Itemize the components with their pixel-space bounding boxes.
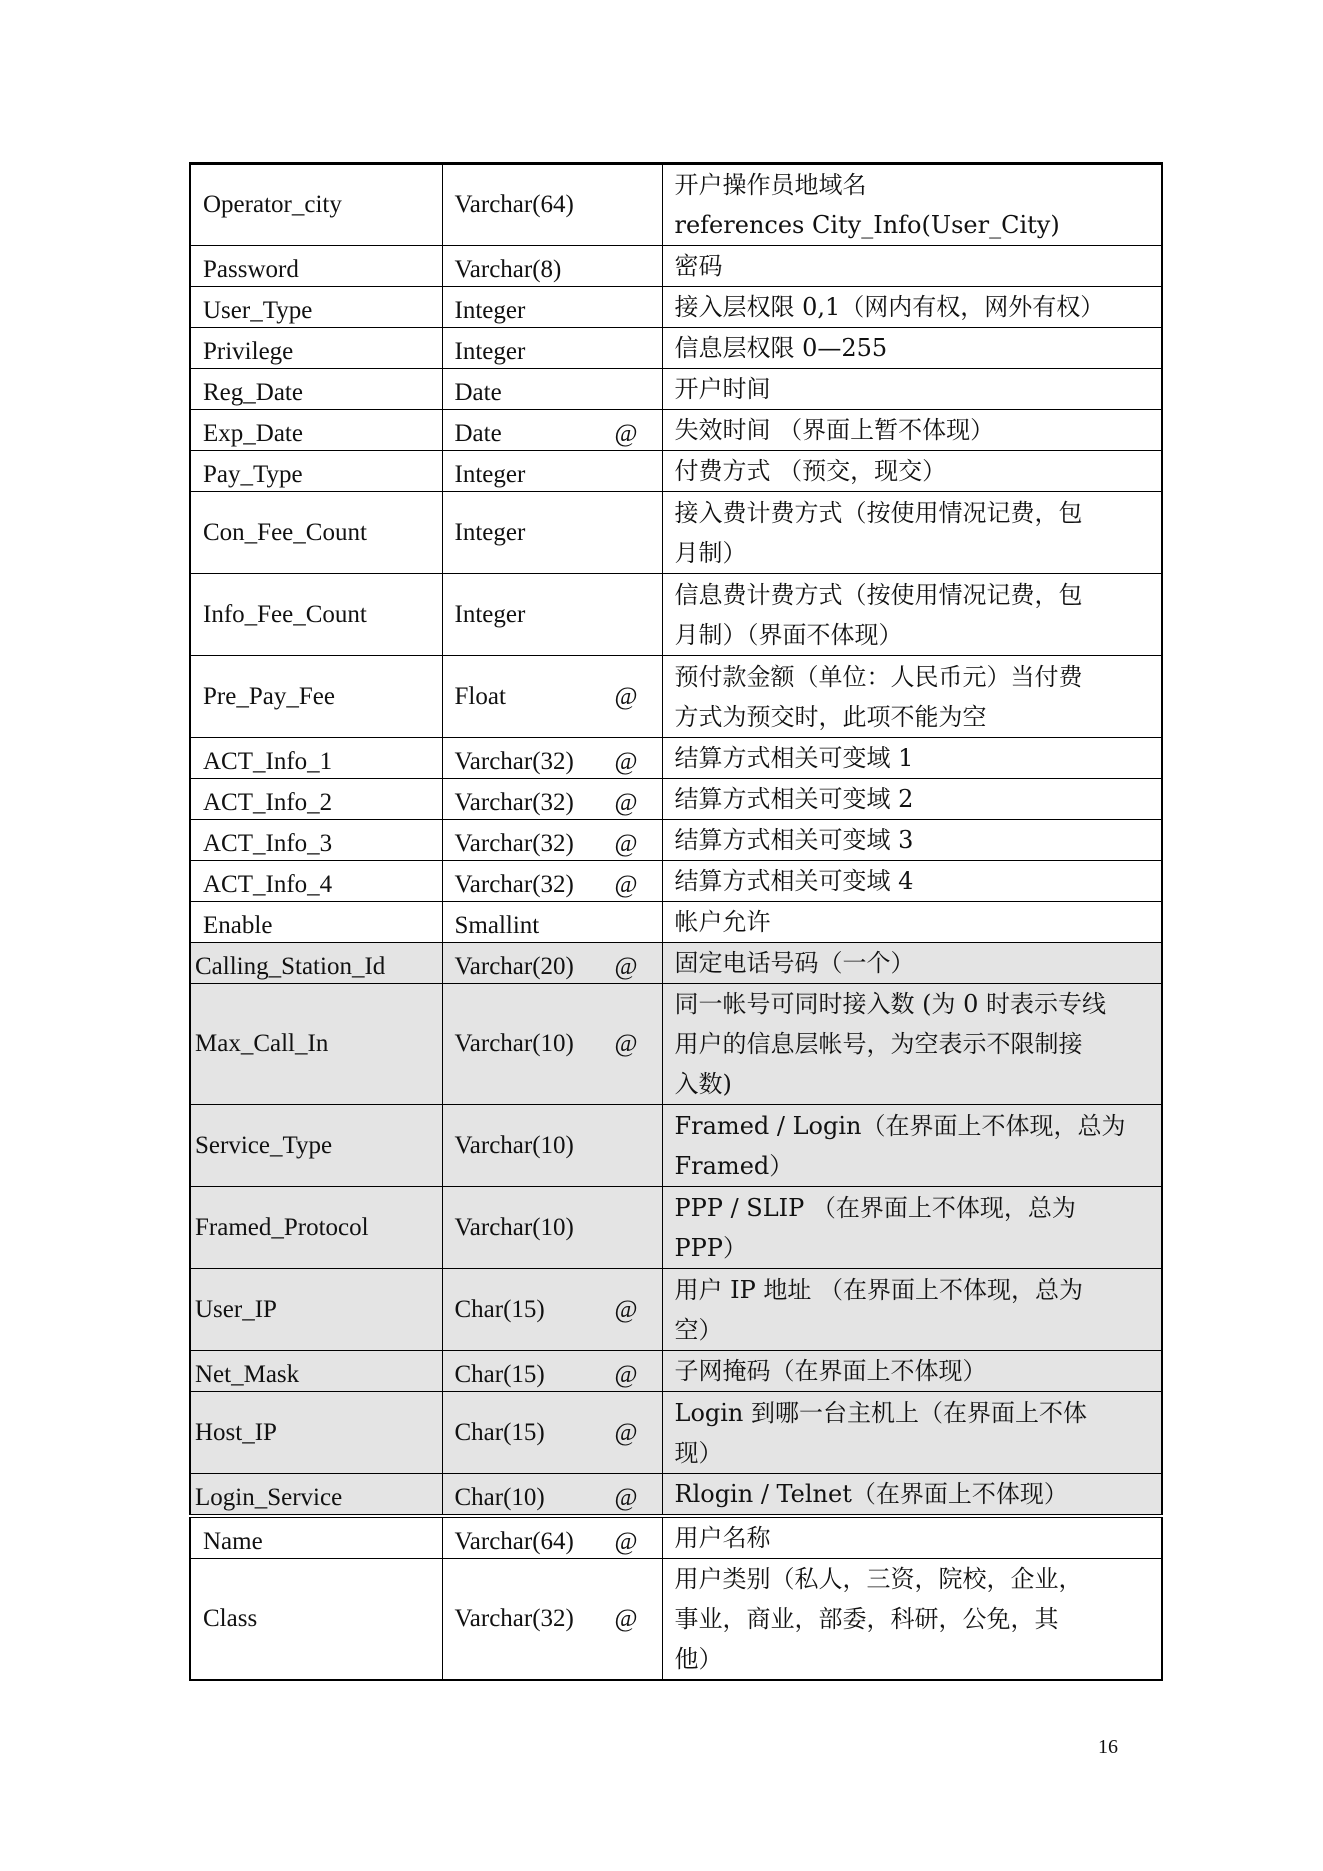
optional-marker: @ — [614, 830, 638, 857]
field-description-cell: 用户类别（私人，三资，院校，企业， 事业，商业，部委，科研，公免，其 他） — [662, 1559, 1162, 1681]
page-number: 16 — [1098, 1736, 1118, 1758]
table-row — [190, 574, 1162, 656]
field-type-cell — [442, 1105, 662, 1187]
field-name-cell: Pre_Pay_Fee — [190, 656, 442, 738]
field-type-cell — [442, 164, 662, 246]
optional-marker: @ — [614, 1418, 638, 1446]
field-description-cell: Login 到哪一台主机上（在界面上不体 现） — [662, 1392, 1162, 1474]
optional-marker: @ — [614, 748, 638, 775]
field-description-cell: 结算方式相关可变域 3 — [662, 820, 1162, 861]
field-type-cell — [442, 1351, 662, 1392]
field-type-cell — [442, 820, 662, 861]
field-description-cell: 结算方式相关可变域 1 — [662, 738, 1162, 779]
field-type: Varchar(32) — [454, 748, 574, 775]
field-type-cell — [442, 738, 662, 779]
field-type: Varchar(8) — [454, 256, 562, 283]
field-type: Date — [454, 420, 502, 447]
field-name-cell: Class — [190, 1559, 442, 1681]
field-description-cell: Rlogin / Telnet（在界面上不体现） — [662, 1474, 1162, 1517]
field-name-cell: Net_Mask — [190, 1351, 442, 1392]
field-type-cell — [442, 1474, 662, 1517]
field-name-cell: Calling_Station_Id — [190, 943, 442, 984]
field-type-cell — [442, 902, 662, 943]
field-type: Varchar(64) — [454, 191, 574, 218]
field-type: Integer — [454, 461, 526, 488]
table-row — [190, 1105, 1162, 1187]
field-type-cell — [442, 451, 662, 492]
field-type-cell — [442, 574, 662, 656]
field-type: Integer — [454, 338, 526, 365]
field-type: Varchar(32) — [454, 830, 574, 857]
field-name-cell: ACT_Info_1 — [190, 738, 442, 779]
field-type-cell — [442, 861, 662, 902]
field-name-cell: Exp_Date — [190, 410, 442, 451]
field-name-cell: Max_Call_In — [190, 984, 442, 1105]
field-type: Smallint — [454, 912, 540, 939]
optional-marker: @ — [614, 1528, 638, 1555]
field-name-cell: Pay_Type — [190, 451, 442, 492]
field-name-cell: Password — [190, 246, 442, 287]
field-type: Float — [454, 682, 506, 710]
field-type-cell — [442, 1392, 662, 1474]
field-type-cell — [442, 492, 662, 574]
table-row — [190, 738, 1162, 779]
table-row — [190, 369, 1162, 410]
optional-marker: @ — [614, 1295, 638, 1323]
table-row — [190, 656, 1162, 738]
table-row — [190, 1516, 1162, 1559]
optional-marker: @ — [614, 420, 638, 447]
field-type: Varchar(20) — [454, 953, 574, 980]
field-name-cell: Host_IP — [190, 1392, 442, 1474]
field-type-cell — [442, 1516, 662, 1559]
field-type-cell — [442, 1269, 662, 1351]
field-type-cell — [442, 656, 662, 738]
field-type: Char(15) — [454, 1418, 545, 1446]
field-name-cell: Info_Fee_Count — [190, 574, 442, 656]
field-type: Varchar(64) — [454, 1528, 574, 1555]
field-description-cell: 付费方式 （预交，现交） — [662, 451, 1162, 492]
field-type: Varchar(10) — [454, 1030, 574, 1057]
field-type: Char(10) — [454, 1484, 545, 1511]
optional-marker: @ — [614, 1605, 638, 1632]
field-description-cell: 预付款金额（单位：人民币元）当付费 方式为预交时，此项不能为空 — [662, 656, 1162, 738]
field-type-cell — [442, 287, 662, 328]
table-body — [190, 164, 1162, 1681]
field-type-cell — [442, 369, 662, 410]
table-row — [190, 984, 1162, 1105]
field-name-cell: Enable — [190, 902, 442, 943]
field-description-cell: 子网掩码（在界面上不体现） — [662, 1351, 1162, 1392]
field-description-cell: Framed / Login（在界面上不体现，总为 Framed） — [662, 1105, 1162, 1187]
field-name-cell: ACT_Info_3 — [190, 820, 442, 861]
field-description-cell: 信息费计费方式（按使用情况记费，包 月制）（界面不体现） — [662, 574, 1162, 656]
field-description-cell: 用户名称 — [662, 1516, 1162, 1559]
field-name-cell: ACT_Info_4 — [190, 861, 442, 902]
table-row — [190, 820, 1162, 861]
optional-marker: @ — [614, 871, 638, 898]
field-type: Char(15) — [454, 1295, 545, 1323]
field-description-cell: 开户操作员地域名 references City_Info(User_City) — [662, 164, 1162, 246]
field-description-cell: 信息层权限 0—255 — [662, 328, 1162, 369]
field-name-cell: Framed_Protocol — [190, 1187, 442, 1269]
field-description-cell: 结算方式相关可变域 2 — [662, 779, 1162, 820]
field-type: Varchar(32) — [454, 871, 574, 898]
table-row — [190, 861, 1162, 902]
field-description-cell: 失效时间 （界面上暂不体现） — [662, 410, 1162, 451]
field-type-cell — [442, 984, 662, 1105]
field-description-cell: 帐户允许 — [662, 902, 1162, 943]
field-type: Date — [454, 379, 502, 406]
field-description-cell: 密码 — [662, 246, 1162, 287]
field-description-cell: 固定电话号码（一个） — [662, 943, 1162, 984]
field-description-cell: 结算方式相关可变域 4 — [662, 861, 1162, 902]
table-row — [190, 164, 1162, 246]
field-description-cell: 开户时间 — [662, 369, 1162, 410]
table-row — [190, 287, 1162, 328]
field-name-cell: Service_Type — [190, 1105, 442, 1187]
field-name-cell: Con_Fee_Count — [190, 492, 442, 574]
field-type: Varchar(32) — [454, 1605, 574, 1632]
table-row — [190, 1351, 1162, 1392]
table-row — [190, 1187, 1162, 1269]
table-row — [190, 943, 1162, 984]
field-description-cell: 接入层权限 0,1（网内有权，网外有权） — [662, 287, 1162, 328]
field-name-cell: User_IP — [190, 1269, 442, 1351]
field-type: Char(15) — [454, 1361, 545, 1388]
field-type-cell — [442, 943, 662, 984]
table-row — [190, 328, 1162, 369]
table-row — [190, 779, 1162, 820]
field-type-cell — [442, 779, 662, 820]
field-name-cell: Privilege — [190, 328, 442, 369]
field-type: Varchar(10) — [454, 1213, 574, 1241]
table-row — [190, 1269, 1162, 1351]
optional-marker: @ — [614, 1361, 638, 1388]
table-row — [190, 246, 1162, 287]
field-name-cell: ACT_Info_2 — [190, 779, 442, 820]
optional-marker: @ — [614, 789, 638, 816]
field-description-cell: PPP / SLIP （在界面上不体现，总为 PPP） — [662, 1187, 1162, 1269]
field-type: Varchar(32) — [454, 789, 574, 816]
field-type: Integer — [454, 518, 526, 546]
field-name-cell: Operator_city — [190, 164, 442, 246]
optional-marker: @ — [614, 682, 638, 710]
field-type-cell — [442, 328, 662, 369]
field-type: Integer — [454, 600, 526, 628]
table-row — [190, 1392, 1162, 1474]
field-description-cell: 同一帐号可同时接入数 (为 0 时表示专线 用户的信息层帐号，为空表示不限制接 入数) — [662, 984, 1162, 1105]
field-type: Varchar(10) — [454, 1131, 574, 1159]
field-type-cell — [442, 1559, 662, 1681]
table-row — [190, 451, 1162, 492]
field-type: Integer — [454, 297, 526, 324]
field-name-cell: Name — [190, 1516, 442, 1559]
field-name-cell: User_Type — [190, 287, 442, 328]
field-type-cell — [442, 1187, 662, 1269]
field-description-cell: 用户 IP 地址 （在界面上不体现，总为 空） — [662, 1269, 1162, 1351]
field-name-cell: Login_Service — [190, 1474, 442, 1517]
field-description-cell: 接入费计费方式（按使用情况记费，包 月制） — [662, 492, 1162, 574]
table-row — [190, 492, 1162, 574]
optional-marker: @ — [614, 1030, 638, 1057]
field-name-cell: Reg_Date — [190, 369, 442, 410]
table-row — [190, 1559, 1162, 1681]
optional-marker: @ — [614, 1484, 638, 1511]
table-row — [190, 1474, 1162, 1517]
optional-marker: @ — [614, 953, 638, 980]
field-definition-table — [189, 162, 1163, 1681]
field-type-cell — [442, 410, 662, 451]
table-row — [190, 410, 1162, 451]
table-row — [190, 902, 1162, 943]
field-type-cell — [442, 246, 662, 287]
